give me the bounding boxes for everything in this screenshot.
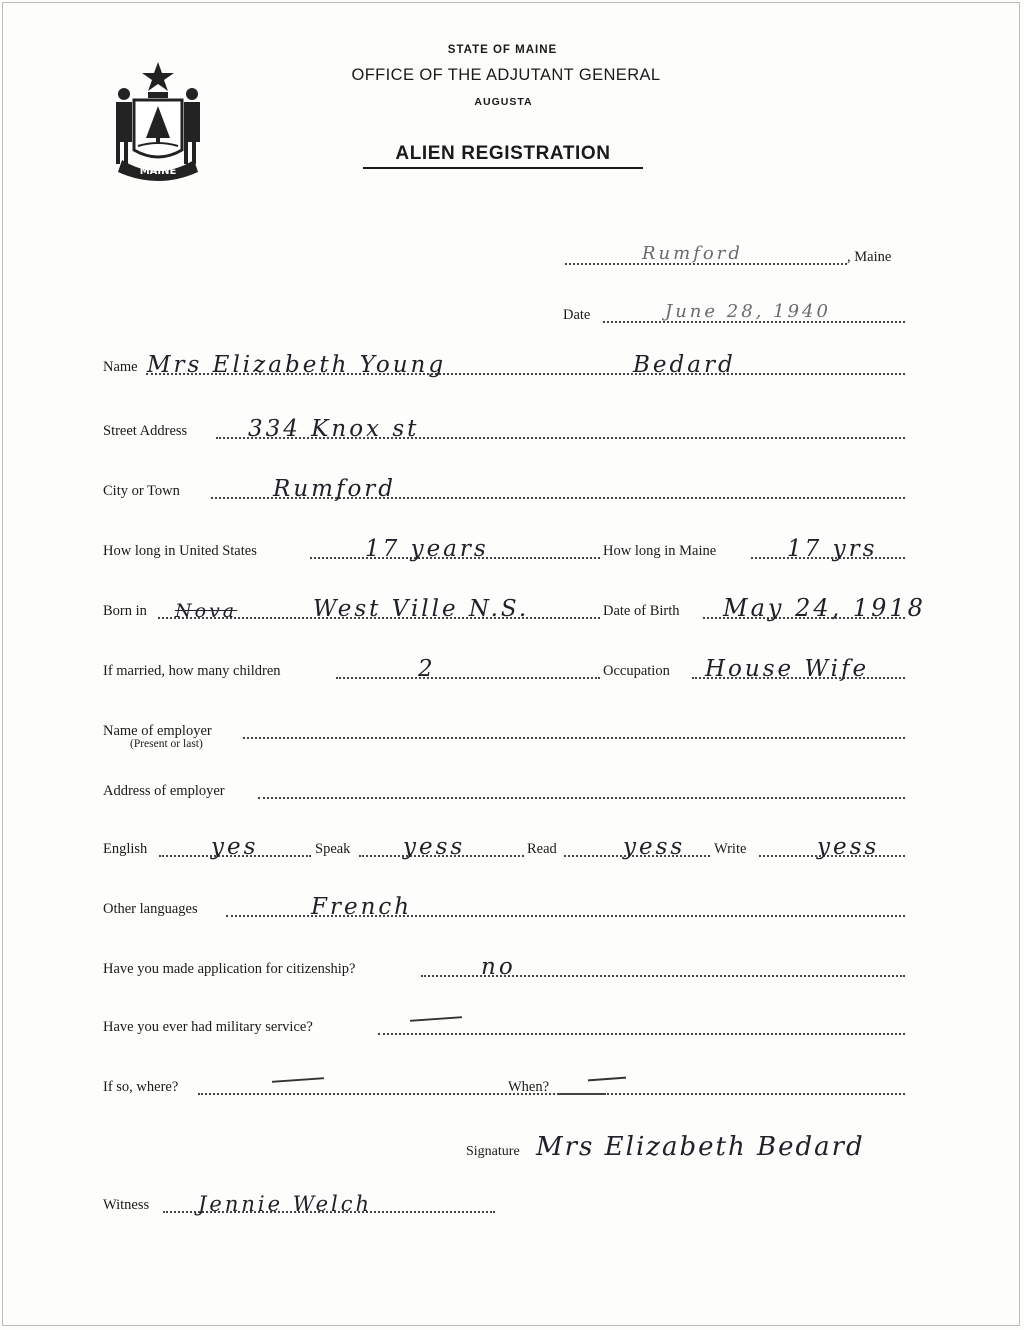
family-row [103, 652, 908, 682]
languages-row [103, 890, 908, 920]
form-title: ALIEN REGISTRATION [363, 143, 643, 169]
us-years-label: How long in United States [103, 543, 257, 559]
signature-value: Mrs Elizabeth Bedard [536, 1132, 865, 1162]
header-city: AUGUSTA [474, 96, 533, 108]
maine-years-value: 17 yrs [787, 536, 878, 562]
witness-label: Witness [103, 1197, 150, 1213]
born-label: Born in [103, 603, 147, 619]
maine-years-label: How long in Maine [603, 543, 717, 559]
employer-label: Name of employer [103, 723, 212, 739]
duration-row [103, 532, 908, 562]
street-row [103, 412, 908, 442]
military-label: Have you ever had military service? [103, 1019, 313, 1035]
employer-address-line [258, 797, 905, 799]
born-struck-word: Nova [175, 600, 238, 622]
witness-row [103, 1186, 498, 1216]
citizenship-label: Have you made application for citizenship? [103, 961, 356, 977]
read-label: Read [527, 841, 557, 857]
military-line [378, 1033, 905, 1035]
employer-row [103, 712, 908, 742]
speak-value: yess [403, 834, 466, 860]
dob-label: Date of Birth [603, 603, 680, 619]
name-value: Mrs Elizabeth Young [147, 352, 447, 378]
dob-value: May 24, 1918 [723, 594, 926, 622]
born-value: West Ville N.S. [313, 596, 530, 622]
header-state: STATE OF MAINE [447, 44, 558, 56]
when-label: When? [508, 1079, 550, 1095]
military-row [103, 1008, 908, 1038]
children-line [336, 677, 600, 679]
town-value: Rumford [642, 243, 743, 264]
svg-text:MAINE: MAINE [139, 166, 177, 177]
street-value: 334 Knox st [248, 416, 420, 442]
employer-sublabel: (Present or last) [130, 738, 203, 750]
where-label: If so, where? [103, 1079, 179, 1095]
employer-line [243, 737, 905, 739]
write-value: yess [817, 834, 880, 860]
city-value: Rumford [273, 476, 397, 502]
occupation-value: House Wife [705, 656, 870, 682]
date-row [563, 296, 908, 326]
citizenship-value: no [481, 954, 516, 980]
date-label: Date [563, 307, 591, 323]
languages-value: French [311, 894, 413, 920]
speak-label: Speak [315, 841, 351, 857]
signature-row [466, 1128, 986, 1162]
occupation-label: Occupation [603, 663, 670, 679]
where-when-row [103, 1068, 908, 1098]
town-suffix: , Maine [847, 249, 892, 265]
town-row [560, 238, 910, 268]
name-label: Name [103, 359, 138, 375]
employer-address-row [103, 772, 908, 802]
street-label: Street Address [103, 423, 188, 439]
english-value: yes [211, 834, 259, 860]
write-label: Write [714, 841, 747, 857]
us-years-value: 17 years [365, 536, 489, 562]
children-label: If married, how many children [103, 663, 281, 679]
city-label: City or Town [103, 483, 180, 499]
english-label: English [103, 841, 148, 857]
signature-label: Signature [466, 1144, 520, 1159]
name-row [103, 348, 908, 378]
surname-value: Bedard [633, 352, 736, 378]
children-value: 2 [418, 656, 436, 682]
languages-label: Other languages [103, 901, 198, 917]
when-line [559, 1093, 905, 1095]
employer-address-label: Address of employer [103, 783, 225, 799]
header-office: OFFICE OF THE ADJUTANT GENERAL [351, 66, 661, 84]
citizenship-row [103, 950, 908, 980]
city-row [103, 472, 908, 502]
read-value: yess [623, 834, 686, 860]
date-value: June 28, 1940 [665, 301, 831, 322]
witness-value: Jennie Welch [198, 1192, 373, 1216]
english-row [103, 830, 908, 860]
birth-row [103, 592, 963, 622]
